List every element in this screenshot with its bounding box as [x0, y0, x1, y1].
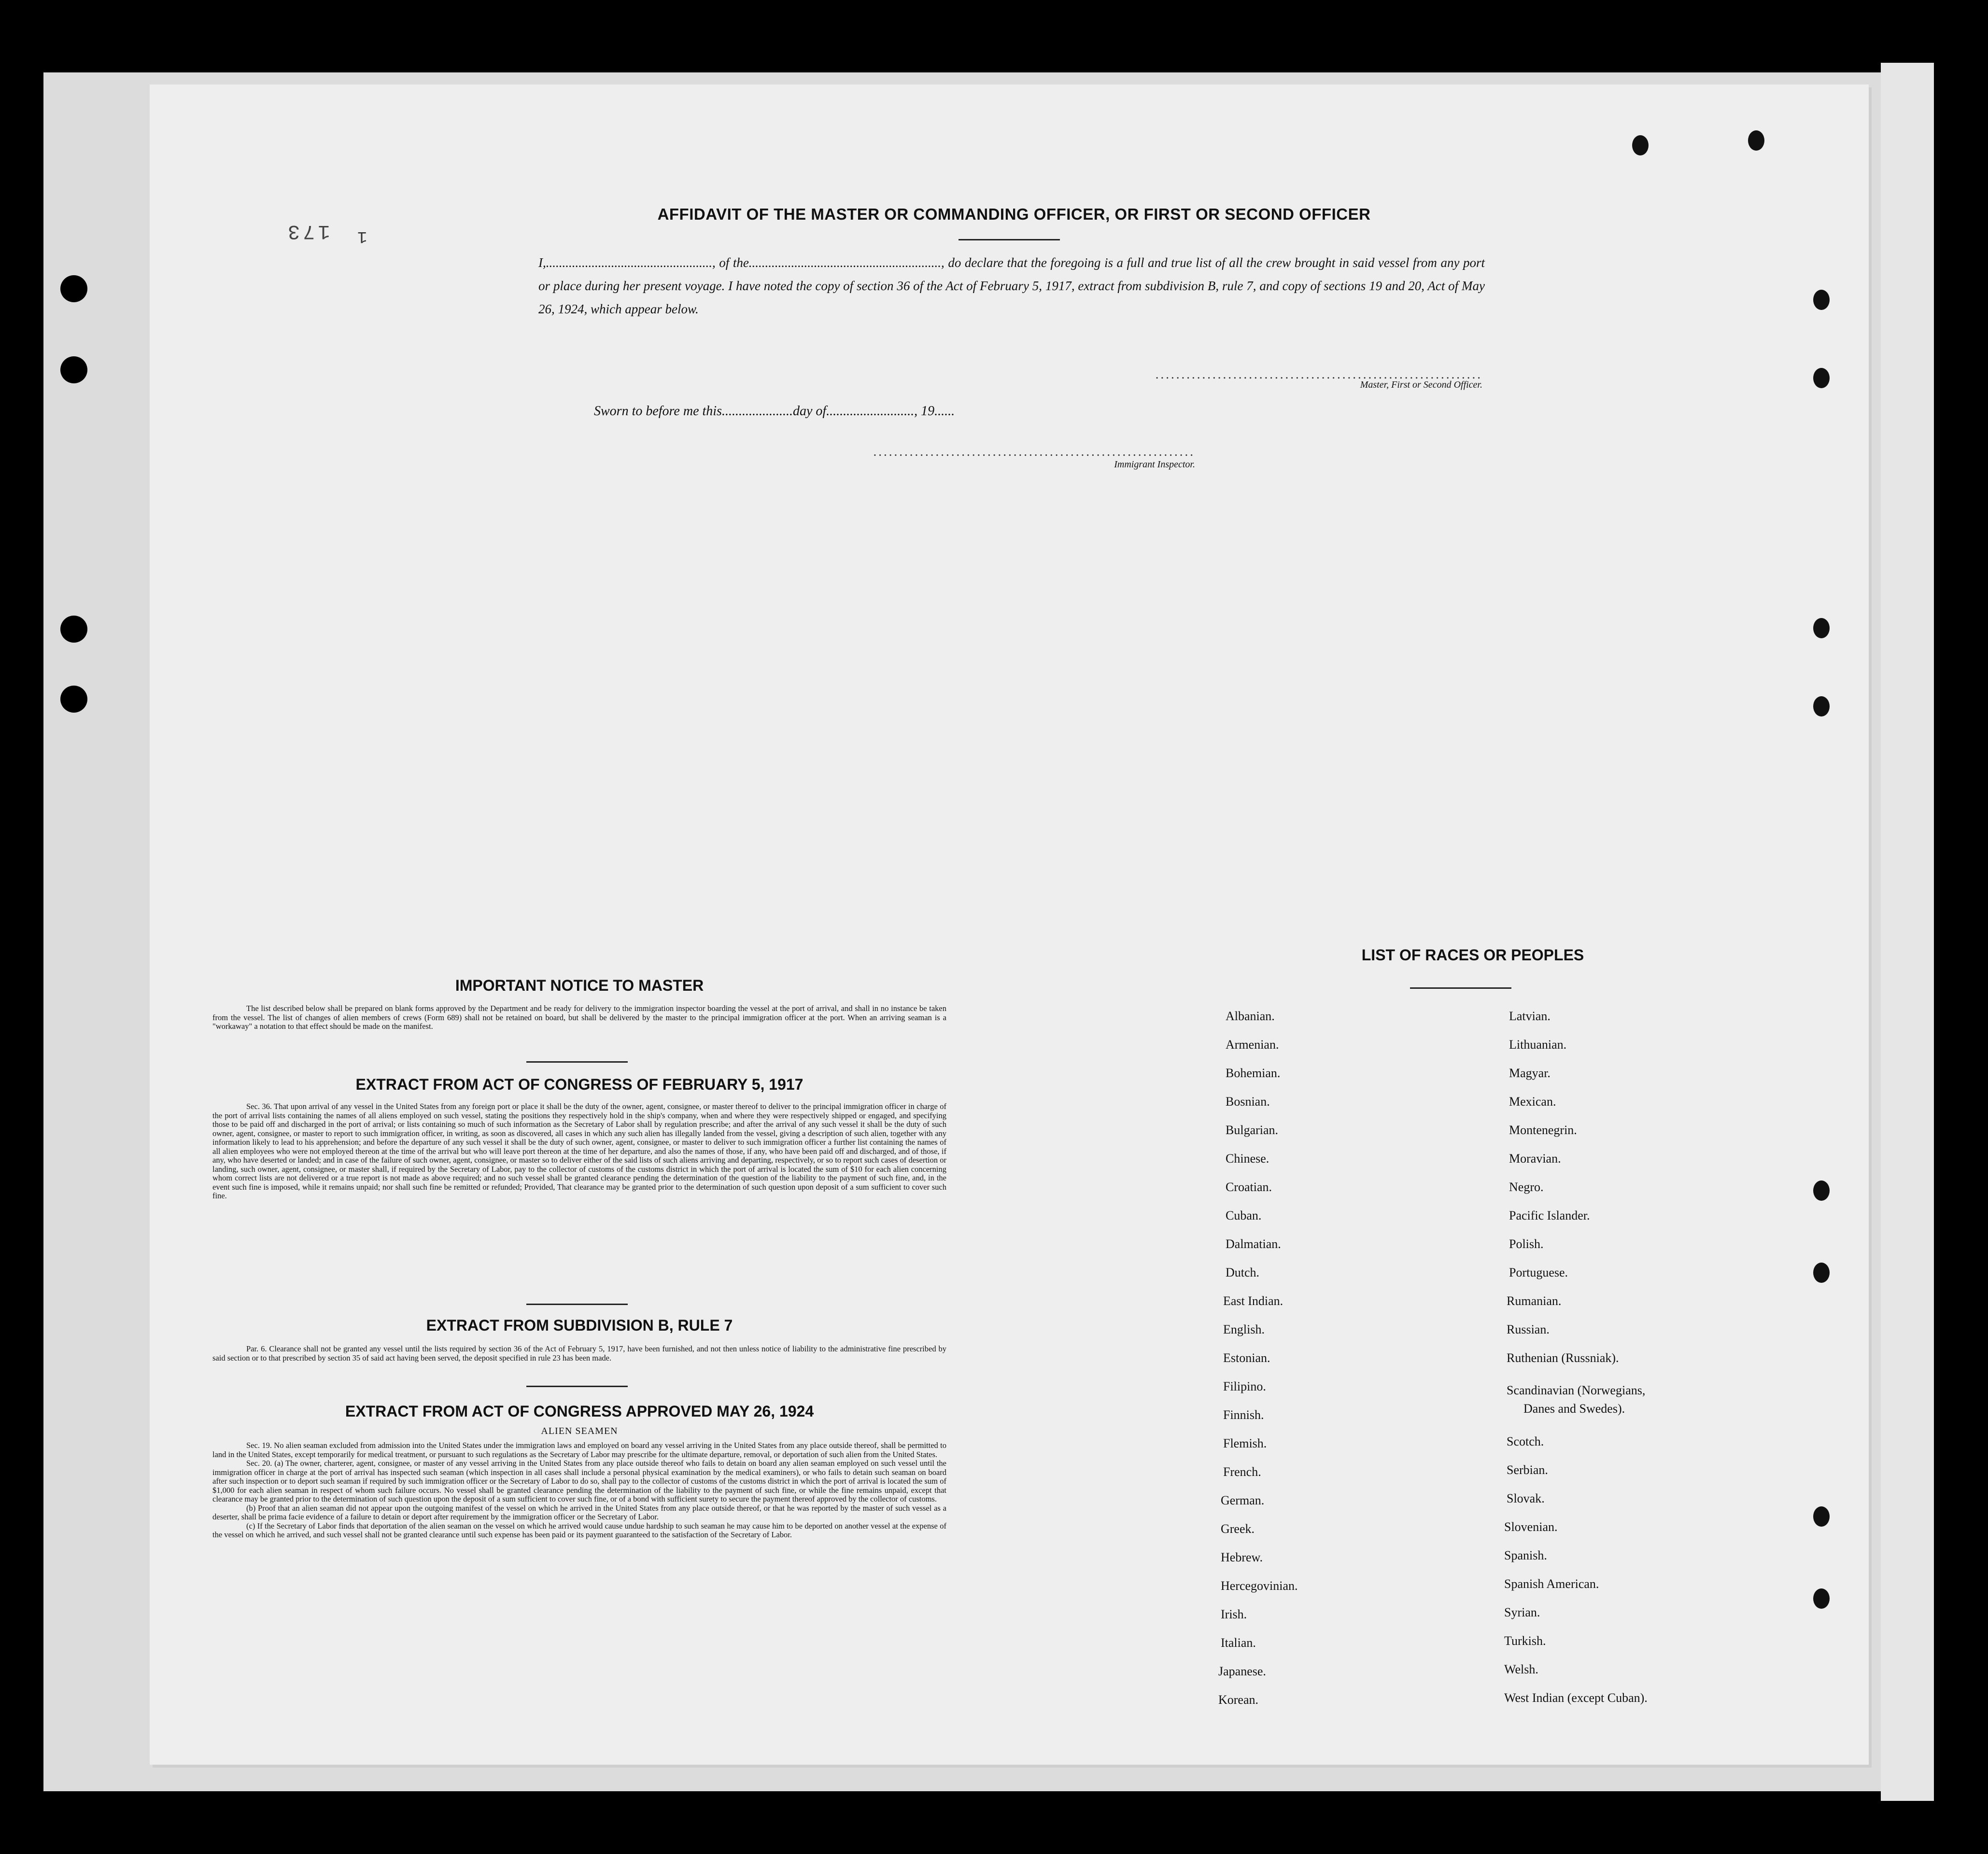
extract-1917-text [212, 1102, 946, 1201]
affidavit-declaration: I,..................................................., of the..........................................................., do declare that the foregoing is a full and true list of all the crew brought in said vessel from any port or place during her present voyage. I have noted the copy of section 36 of the Act of February 5, 1917, extract from subdivision B, rule 7, and copy of sections 19 and 20, Act of May 26, 1924, which appear below. [538, 255, 1485, 316]
race-item: Moravian. [1509, 1152, 1561, 1166]
signature-label: Master, First or Second Officer. [1360, 379, 1482, 390]
race-item: Japanese. [1218, 1664, 1266, 1678]
binder-hole [1748, 130, 1764, 151]
race-item: Montenegrin. [1509, 1123, 1577, 1137]
divider [526, 1061, 628, 1063]
race-item: Spanish. [1504, 1548, 1547, 1562]
race-item: German. [1221, 1493, 1265, 1507]
binder-hole [1813, 1506, 1830, 1527]
binder-hole [1813, 1588, 1830, 1609]
section-36-paragraph: Sec. 36. That upon arrival of any vessel in the United States from any foreign port or place it shall be the duty of the owner, agent, consignee, or master thereof to deliver to the principal immigration officer in charge of the port of arrival lists containing the names of all aliens employed on such vessel, stating the positions they respectively hold in the ship's company, when and where they were respectively shipped or engaged, and specifying those to be paid off and discharged in the port of arrival; or lists containing so much of such information as the Secretary of Labor shall by regulation prescribe; and after the arrival of any such vessel it shall be the duty of such owner, agent, consignee, or master to report to such immigration officer, in writing, as soon as discovered, all cases in which any such alien has illegally landed from the vessel, giving a description of such alien, together with any information likely to lead to his apprehension; and before the departure of any such vessel it shall be the duty of such owner, agent, consignee, or master to deliver to such immigration officer a further list containing the names of all alien employees who were not employed thereon at the time of the arrival but who will leave port thereon at the time of her departure, and also the names of those, if any, who have been paid off and discharged, and of those, if any, who have deserted or landed; and in case of the failure of such owner, agent, consignee, or master so to deliver either of the said lists of such aliens arriving and departing, respectively, or so to report such cases of desertion or landing, such owner, agent, consignee, or master shall, if required by the Secretary of Labor, pay to the collector of customs of the customs district in which the port of arrival is located the sum of $10 for each alien concerning whom correct lists are not delivered or a true report is not made as above required; and no such vessel shall be granted clearance pending the determination of the question of the liability to the payment of such fine, and, in the event such fine is imposed, while it remains unpaid; nor shall such fine be remitted or refunded; Provided, That clearance may be granted prior to the determination of such question upon deposit of a sum sufficient to cover such fine. [212, 1102, 946, 1200]
race-item: Greek. [1221, 1522, 1255, 1536]
extract-rule7-text [212, 1345, 946, 1362]
divider [526, 1386, 628, 1387]
notice-paragraph: The list described below shall be prepared on blank forms approved by the Department and be ready for delivery to the immigration inspector boarding the vessel at the port of arrival, and shall in no instance be taken from the vessel. The list of changes of alien members of crews (Form 689) shall not be retained on board, but shall be delivered by the master to the principal immigration officer at the port. When an arriving seaman is a "workaway" a notation to that effect should be made on the manifest. [212, 1004, 946, 1031]
extract-1917-title: EXTRACT FROM ACT OF CONGRESS OF FEBRUARY 5, 1917 [355, 1076, 804, 1093]
binder-hole [1813, 1263, 1830, 1283]
inspector-signature-line: .............................................................. [873, 444, 1195, 459]
races-list-title: LIST OF RACES OR PEOPLES [1361, 946, 1584, 964]
binder-hole [1813, 1180, 1830, 1201]
notice-text [212, 1004, 946, 1031]
race-item: Russian. [1507, 1322, 1550, 1336]
extract-rule7-title: EXTRACT FROM SUBDIVISION B, RULE 7 [426, 1317, 733, 1334]
divider [526, 1304, 628, 1305]
page-mark: 1 [357, 227, 367, 245]
race-item: Bosnian. [1226, 1095, 1270, 1109]
race-item: Portuguese. [1509, 1265, 1568, 1279]
race-item: Croatian. [1226, 1180, 1272, 1194]
race-item: French. [1223, 1465, 1261, 1479]
paper-edge [1881, 63, 1934, 1801]
section-20b-paragraph: (b) Proof that an alien seaman did not appear upon the outgoing manifest of the vessel on which he arrived in the United States from any place outside thereof, or that he was reported by the master of such vessel as a deserter, shall be prima facie evidence of a failure to detain or deport after requirement by the immigration officer or the Secretary of Labor. [212, 1503, 946, 1521]
notice-title: IMPORTANT NOTICE TO MASTER [455, 977, 704, 994]
race-item: Hercegovinian. [1221, 1579, 1298, 1593]
race-item: Flemish. [1223, 1436, 1267, 1450]
binder-hole [1813, 618, 1830, 638]
race-item: Lithuanian. [1509, 1038, 1567, 1052]
race-item: Korean. [1218, 1693, 1259, 1707]
race-item: Scotch. [1507, 1434, 1544, 1448]
race-item: Bohemian. [1226, 1066, 1281, 1080]
inspector-label: Immigrant Inspector. [1114, 459, 1195, 470]
binder-hole [1813, 368, 1830, 388]
race-item: Mexican. [1509, 1095, 1556, 1109]
extract-1924-title: EXTRACT FROM ACT OF CONGRESS APPROVED MAY 26, 1924 [345, 1403, 814, 1420]
race-item: Bulgarian. [1226, 1123, 1279, 1137]
section-20a-paragraph: Sec. 20. (a) The owner, charterer, agent, consignee, or master of any vessel arriving in the United States from any place outside thereof who fails to detain on board any alien seaman employed on such vessel until the immigration officer in charge at the port of arrival has inspected such seaman (which inspection in all cases shall include a personal physical examination by the medical examiners), or who fails to detain such seaman on board after such inspection or to deport such seaman if required by such immigration officer or the Secretary of Labor to do so, shall pay to the collector of customs of the customs district in which the port of arrival is located the sum of $1,000 for each alien seaman in respect of whom such failure occurs. No vessel shall be granted clearance pending the determination of the liability to the payment of such fine, or while the fine remains unpaid, except that clearance may be granted prior to the determination of such question upon the deposit of a sum sufficient to cover such fine, or of a bond with sufficient surety to secure the payment thereof approved by the collector of customs. [212, 1459, 946, 1503]
binder-hole [60, 275, 87, 302]
race-item: Irish. [1221, 1607, 1247, 1621]
binder-hole [60, 356, 87, 383]
page-number-stamp: 173 [285, 220, 330, 243]
race-item: Dalmatian. [1226, 1237, 1281, 1251]
paragraph-6: Par. 6. Clearance shall not be granted any vessel until the lists required by section 36 of the Act of February 5, 1917, have been furnished, and not then unless notice of liability to the administrative fine prescribed by said section or to that prescribed by section 35 of said act having been served, the deposit specified in rule 23 has been made. [212, 1344, 946, 1362]
race-item: Magyar. [1509, 1066, 1551, 1080]
race-item: Cuban. [1226, 1208, 1262, 1222]
divider [1410, 987, 1511, 989]
extract-1924-text [212, 1441, 946, 1540]
race-item: Polish. [1509, 1237, 1544, 1251]
signature-line: ............................................................... [1155, 367, 1482, 381]
race-item: Syrian. [1504, 1605, 1540, 1619]
race-item: Spanish American. [1504, 1577, 1599, 1591]
section-19-paragraph: Sec. 19. No alien seaman excluded from admission into the United States under the immigration laws and employed on board any vessel arriving in the United States from any place outside thereof, shall be permitted to land in the United States, except temporarily for medical treatment, or pursuant to such regulations as the Secretary of Labor may prescribe for the ultimate departure, removal, or deportation of such alien from the United States. [212, 1441, 946, 1459]
section-20c-paragraph: (c) If the Secretary of Labor finds that deportation of the alien seaman on the vessel on which he arrived would cause undue hardship to such seaman he may cause him to be deported on another vessel at the expense of the vessel on which he arrived, and such vessel shall not be granted clearance until such expense has been paid or its payment guaranteed to the satisfaction of the Secretary of Labor. [212, 1521, 946, 1539]
race-item: Albanian. [1226, 1009, 1275, 1023]
race-item: Turkish. [1504, 1634, 1546, 1648]
alien-seamen-subtitle: ALIEN SEAMEN [541, 1426, 618, 1436]
race-item: Rumanian. [1507, 1294, 1562, 1308]
sworn-statement: Sworn to before me this.....................day of.........................., 19...... [594, 404, 955, 419]
race-item: Welsh. [1504, 1662, 1538, 1676]
race-item: Slovak. [1507, 1491, 1545, 1505]
race-item: Finnish. [1223, 1408, 1264, 1422]
race-item: English. [1223, 1322, 1265, 1336]
race-item: East Indian. [1223, 1294, 1283, 1308]
race-item: Italian. [1221, 1636, 1256, 1650]
race-item: Hebrew. [1221, 1550, 1263, 1564]
binder-hole [60, 686, 87, 713]
binder-hole [60, 616, 87, 643]
race-item: Armenian. [1226, 1038, 1279, 1052]
race-item: Estonian. [1223, 1351, 1270, 1365]
divider [959, 239, 1060, 240]
race-item: Serbian. [1507, 1463, 1548, 1477]
race-item: Filipino. [1223, 1379, 1266, 1393]
race-item: West Indian (except Cuban). [1504, 1691, 1648, 1705]
binder-hole [1813, 290, 1830, 310]
binder-hole [1813, 696, 1830, 716]
race-item: Pacific Islander. [1509, 1208, 1590, 1222]
affidavit-title: AFFIDAVIT OF THE MASTER OR COMMANDING OFFICER, OR FIRST OR SECOND OFFICER [657, 205, 1371, 223]
race-item: Negro. [1509, 1180, 1544, 1194]
race-item: Latvian. [1509, 1009, 1551, 1023]
race-item: Ruthenian (Russniak). [1507, 1351, 1619, 1365]
race-item: Danes and Swedes). [1523, 1402, 1625, 1416]
binder-hole [1632, 135, 1649, 155]
race-item: Chinese. [1226, 1152, 1269, 1166]
race-item: Slovenian. [1504, 1520, 1558, 1534]
race-item: Scandinavian (Norwegians, [1507, 1383, 1646, 1397]
race-item: Dutch. [1226, 1265, 1260, 1279]
